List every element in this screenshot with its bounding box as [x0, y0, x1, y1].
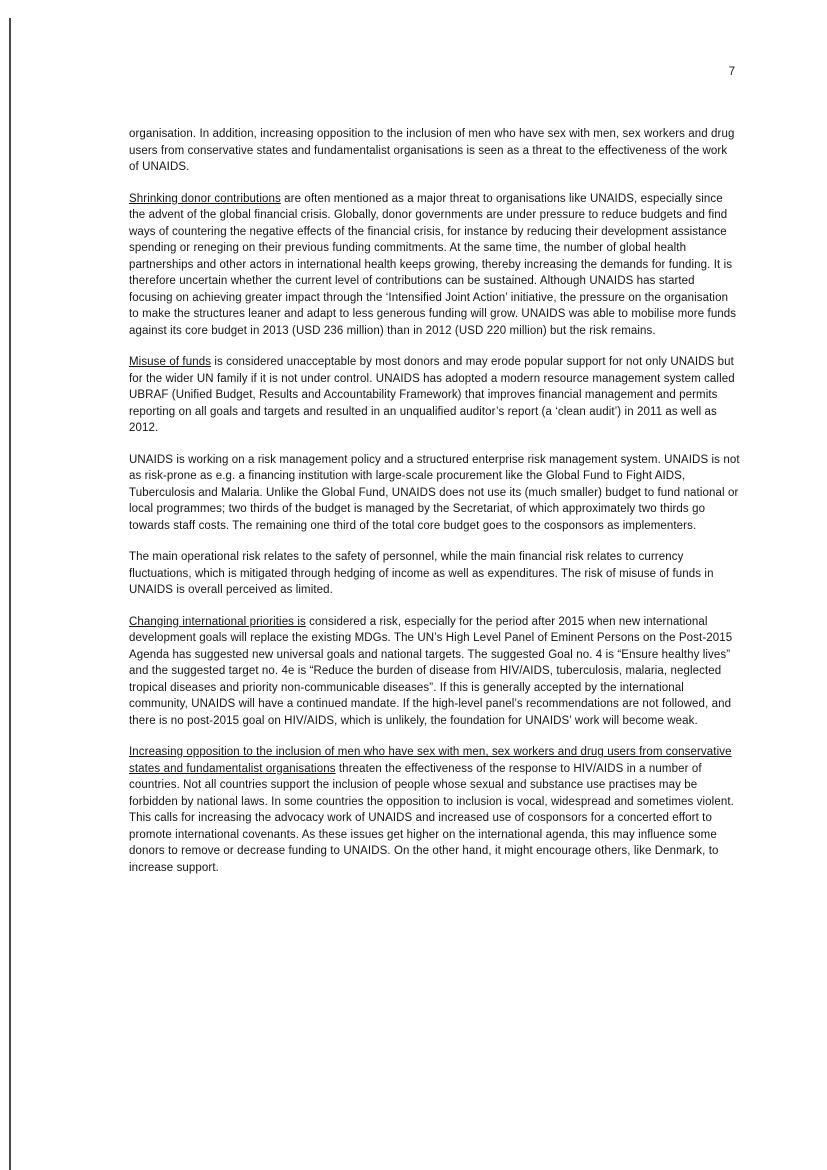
scan-edge-line [9, 18, 11, 1170]
paragraph [129, 354, 740, 437]
page-content [129, 126, 740, 891]
paragraph [129, 744, 740, 876]
paragraph-lead-underlined: Misuse of funds [129, 356, 212, 368]
paragraph [129, 191, 740, 340]
paragraph-lead-underlined: Changing international priorities is [129, 615, 306, 628]
paragraph-lead-underlined: Shrinking donor contributions [129, 192, 281, 205]
paragraph-text: The main operational risk relates to the safety of personnel, while the main financial risk relates to currency fluctuations, which is mitigated through hedging of income as well as expenditures. The risk of misuse of funds in UNAIDS is overall perceived as limited. [129, 551, 714, 596]
paragraph-text: is considered unacceptable by most donors and may erode popular support for not only UNAIDS but for the wider UN family if it is not under control. UNAIDS has adopted a modern resource management system called UBRAF (Unified Budget, Results and Accountability Framework) that improves financial management and permits reporting on all goals and targets and resulted in an unqualified auditor’s report (a ‘clean audit’) in 2011 as well as 2012. [129, 356, 735, 434]
paragraph-lead-underlined: Increasing opposition to the inclusion of men who have sex with men, sex workers and drug users from conservative states and fundamentalist organisations [129, 746, 732, 775]
paragraph-text: threaten the effectiveness of the response to HIV/AIDS in a number of countries. Not all countries support the inclusion of people whose sexual and substance use practises may be forbidden by national laws. In some countries the opposition to inclusion is vocal, widespread and sometimes violent. This calls for increasing the advocacy work of UNAIDS and increased use of cosponsors for a concerted effort to promote international covenants. As these issues get higher on the international agenda, this may influence some donors to remove or decrease funding to UNAIDS. On the other hand, it might encourage others, like Denmark, to increase support. [129, 762, 734, 874]
paragraph-text: organisation. In addition, increasing opposition to the inclusion of men who have sex with men, sex workers and drug users from conservative states and fundamentalist organisations is seen as a threat to the effectiveness of the work of UNAIDS. [129, 128, 735, 173]
paragraph [129, 549, 740, 599]
paragraph [129, 614, 740, 730]
paragraph [129, 452, 740, 535]
page-number: 7 [728, 66, 735, 78]
paragraph-text: are often mentioned as a major threat to organisations like UNAIDS, especially since the advent of the global financial crisis. Globally, donor governments are under pressure to reduce budgets and find ways of countering the negative effects of the financial crisis, for instance by reducing their development assistance spending or reneging on their previous funding commitments. At the same time, the number of global health partnerships and other actors in international health keeps growing, thereby increasing the demands for funding. It is therefore uncertain whether the current level of contributions can be sustained. Although UNAIDS has started focusing on achieving greater impact through the ‘Intensified Joint Action’ initiative, the pressure on the organisation to make the structures leaner and adapt to less generous funding will grow. UNAIDS was able to mobilise more funds against its core budget in 2013 (USD 236 million) than in 2012 (USD 220 million) but the risk remains. [129, 192, 737, 337]
paragraph-text: UNAIDS is working on a risk management policy and a structured enterprise risk management system. UNAIDS is not as risk-prone as e.g. a financing institution with large-scale procurement like the Global Fund to Fight AIDS, Tuberculosis and Malaria. Unlike the Global Fund, UNAIDS does not use its (much smaller) budget to fund national or local programmes; two thirds of the budget is managed by the Secretariat, of which approximately two thirds go towards staff costs. The remaining one third of the total core budget goes to the cosponsors as implementers. [129, 453, 740, 532]
paragraph [129, 126, 740, 176]
paragraph-text: considered a risk, especially for the period after 2015 when new international development goals will replace the existing MDGs. The UN’s High Level Panel of Eminent Persons on the Post-2015 Agenda has suggested new universal goals and national targets. The suggested Goal no. 4 is “Ensure healthy lives” and the suggested target no. 4e is “Reduce the burden of disease from HIV/AIDS, tuberculosis, malaria, neglected tropical diseases and priority non-communicable diseases”. If this is generally accepted by the international community, UNAIDS will have a continued mandate. If the high-level panel’s recommendations are not followed, and there is no post-2015 goal on HIV/AIDS, which is unlikely, the foundation for UNAIDS’ work will become weak. [129, 615, 733, 727]
